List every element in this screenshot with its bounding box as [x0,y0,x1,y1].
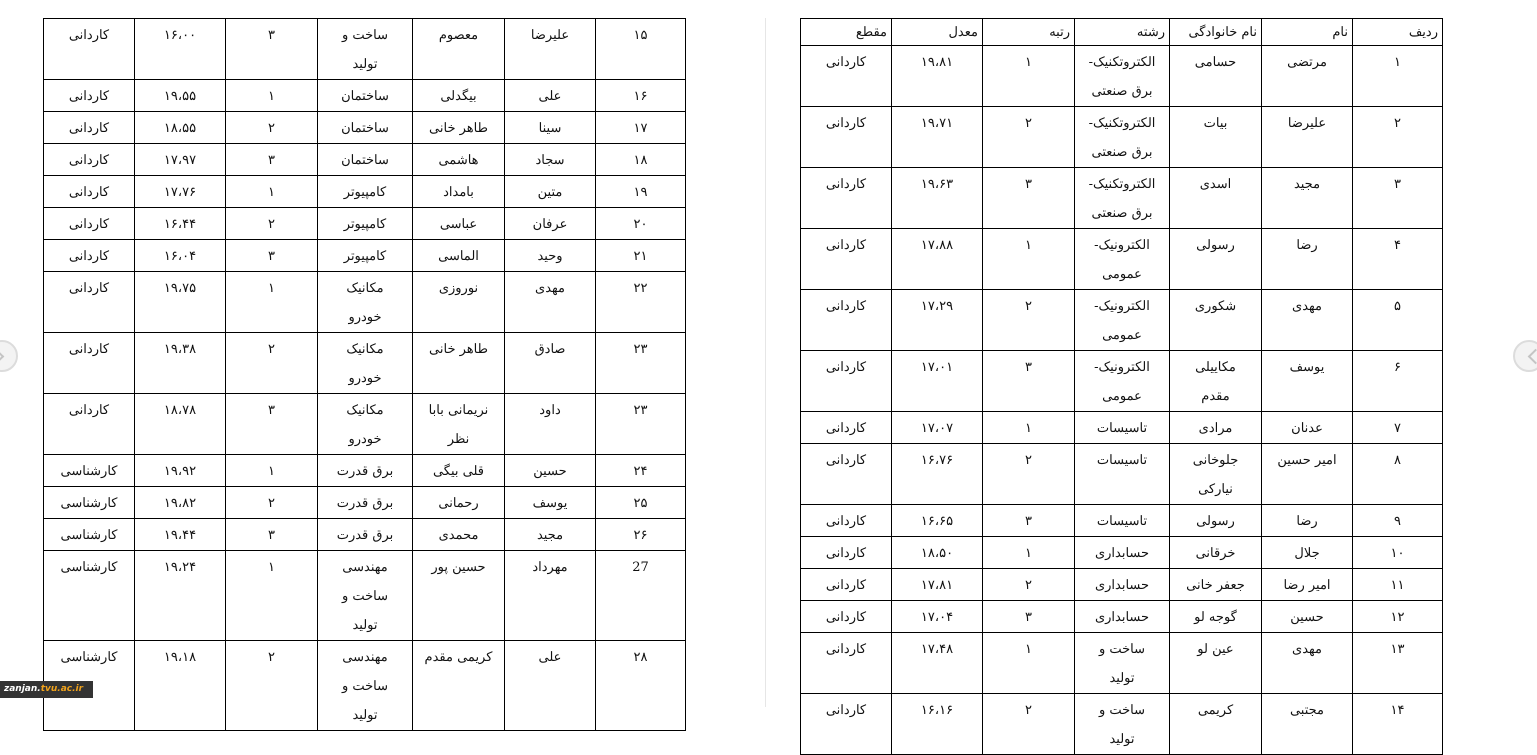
cell-field: ساختمان [318,112,413,144]
cell-rank: ۲ [983,444,1075,505]
cell-degree: کارشناسی [44,641,135,731]
cell-rank: ۱ [226,455,318,487]
cell-field: الکترونیک- عمومی [1075,290,1170,351]
table-row [801,229,1443,290]
cell-last-name: جعفر خانی [1170,569,1262,601]
cell-degree: کاردانی [801,229,892,290]
table-row [801,412,1443,444]
cell-gpa: ۱۹،۵۵ [135,80,226,112]
cell-row-number: 27 [596,551,686,641]
cell-rank: ۳ [226,519,318,551]
table-row [44,333,686,394]
cell-degree: کاردانی [801,633,892,694]
cell-last-name: نوروزی [413,272,505,333]
cell-field: حسابداری [1075,601,1170,633]
cell-row-number: ۲۰ [596,208,686,240]
cell-first-name: علیرضا [1262,107,1353,168]
cell-degree: کاردانی [801,537,892,569]
cell-first-name: مهرداد [505,551,596,641]
cell-gpa: ۱۹،۱۸ [135,641,226,731]
cell-field: مکانیک خودرو [318,394,413,455]
cell-last-name: رحمانی [413,487,505,519]
cell-degree: کاردانی [44,80,135,112]
cell-gpa: ۱۹،۳۸ [135,333,226,394]
header-gpa: معدل [892,19,983,46]
previous-page-button[interactable] [0,340,18,372]
cell-degree: کاردانی [44,394,135,455]
cell-degree: کاردانی [801,569,892,601]
table-row [44,551,686,641]
cell-last-name: حسامی [1170,46,1262,107]
table-row [44,176,686,208]
cell-last-name: نریمانی بابا نظر [413,394,505,455]
cell-first-name: سینا [505,112,596,144]
cell-rank: ۲ [983,694,1075,755]
cell-degree: کاردانی [801,601,892,633]
cell-row-number: ۲۶ [596,519,686,551]
cell-rank: ۱ [983,229,1075,290]
cell-row-number: ۱ [1353,46,1443,107]
cell-degree: کاردانی [44,240,135,272]
cell-last-name: شکوری [1170,290,1262,351]
cell-gpa: ۱۶،۴۴ [135,208,226,240]
cell-row-number: ۲۸ [596,641,686,731]
cell-last-name: خرقانی [1170,537,1262,569]
cell-rank: ۳ [983,505,1075,537]
cell-gpa: ۱۹،۲۴ [135,551,226,641]
table-row [44,240,686,272]
cell-field: ساخت و تولید [1075,694,1170,755]
cell-degree: کارشناسی [44,455,135,487]
table-row [801,46,1443,107]
cell-last-name: مکاییلی مقدم [1170,351,1262,412]
header-rank: رتبه [983,19,1075,46]
cell-gpa: ۱۹،۹۲ [135,455,226,487]
cell-row-number: ۱۶ [596,80,686,112]
cell-first-name: جلال [1262,537,1353,569]
cell-first-name: رضا [1262,229,1353,290]
cell-row-number: ۲۲ [596,272,686,333]
header-row-number: ردیف [1353,19,1443,46]
cell-last-name: رسولی [1170,505,1262,537]
cell-rank: ۱ [983,46,1075,107]
cell-last-name: کریمی مقدم [413,641,505,731]
cell-first-name: مهدی [1262,633,1353,694]
cell-last-name: طاهر خانی [413,112,505,144]
cell-field: مهندسی ساخت و تولید [318,641,413,731]
cell-rank: ۱ [983,537,1075,569]
cell-row-number: ۱۷ [596,112,686,144]
cell-field: ساخت و تولید [318,19,413,80]
cell-last-name: قلی بیگی [413,455,505,487]
cell-last-name: بامداد [413,176,505,208]
cell-degree: کارشناسی [44,519,135,551]
table-row [801,107,1443,168]
cell-field: برق قدرت [318,455,413,487]
cell-degree: کاردانی [801,46,892,107]
cell-row-number: ۶ [1353,351,1443,412]
cell-rank: ۳ [226,240,318,272]
cell-row-number: ۹ [1353,505,1443,537]
cell-rank: ۳ [226,144,318,176]
table-row [801,569,1443,601]
cell-row-number: ۲۵ [596,487,686,519]
cell-first-name: داود [505,394,596,455]
chevron-left-icon [0,348,4,364]
cell-degree: کاردانی [801,505,892,537]
cell-first-name: وحید [505,240,596,272]
cell-row-number: ۳ [1353,168,1443,229]
cell-first-name: مجتبی [1262,694,1353,755]
cell-rank: ۲ [226,112,318,144]
cell-row-number: ۲۱ [596,240,686,272]
cell-rank: ۳ [983,351,1075,412]
table-row [801,351,1443,412]
cell-degree: کاردانی [801,107,892,168]
cell-field: برق قدرت [318,487,413,519]
cell-degree: کاردانی [801,351,892,412]
cell-row-number: ۱۸ [596,144,686,176]
cell-last-name: کریمی [1170,694,1262,755]
cell-last-name: عباسی [413,208,505,240]
cell-last-name: الماسی [413,240,505,272]
cell-gpa: ۱۸،۷۸ [135,394,226,455]
cell-first-name: علیرضا [505,19,596,80]
cell-rank: ۲ [983,569,1075,601]
cell-first-name: حسین [1262,601,1353,633]
cell-field: مکانیک خودرو [318,333,413,394]
cell-first-name: صادق [505,333,596,394]
cell-row-number: ۲۴ [596,455,686,487]
table-row [44,487,686,519]
cell-rank: ۲ [226,641,318,731]
cell-degree: کاردانی [44,19,135,80]
cell-rank: ۱ [983,633,1075,694]
table-row [44,272,686,333]
table-row [44,519,686,551]
site-watermark: zanjan.tvu.ac.ir [0,681,93,698]
cell-gpa: ۱۷،۲۹ [892,290,983,351]
header-last-name: نام خانوادگی [1170,19,1262,46]
cell-degree: کاردانی [44,112,135,144]
cell-last-name: عین لو [1170,633,1262,694]
cell-degree: کاردانی [801,290,892,351]
cell-last-name: جلوخانی نیارکی [1170,444,1262,505]
page-divider [765,18,766,707]
header-field: رشته [1075,19,1170,46]
cell-rank: ۲ [226,333,318,394]
cell-field: مهندسی ساخت و تولید [318,551,413,641]
cell-field: ساخت و تولید [1075,633,1170,694]
cell-rank: ۱ [983,412,1075,444]
cell-field: الکتروتکنیک- برق صنعتی [1075,168,1170,229]
cell-rank: ۲ [983,107,1075,168]
cell-gpa: ۱۸،۵۰ [892,537,983,569]
cell-gpa: ۱۶،۷۶ [892,444,983,505]
cell-last-name: محمدی [413,519,505,551]
cell-row-number: ۲ [1353,107,1443,168]
cell-first-name: علی [505,80,596,112]
table-row [801,505,1443,537]
cell-gpa: ۱۷،۴۸ [892,633,983,694]
cell-degree: کاردانی [801,444,892,505]
cell-rank: ۳ [983,168,1075,229]
cell-field: حسابداری [1075,569,1170,601]
cell-rank: ۱ [226,176,318,208]
cell-field: الکتروتکنیک- برق صنعتی [1075,107,1170,168]
cell-row-number: ۱۹ [596,176,686,208]
table-row [44,112,686,144]
table-row [44,394,686,455]
cell-degree: کاردانی [44,333,135,394]
cell-gpa: ۱۷،۰۷ [892,412,983,444]
cell-gpa: ۱۶،۶۵ [892,505,983,537]
cell-first-name: مهدی [505,272,596,333]
cell-gpa: ۱۷،۸۱ [892,569,983,601]
cell-gpa: ۱۷،۷۶ [135,176,226,208]
cell-last-name: معصوم [413,19,505,80]
cell-first-name: امیر رضا [1262,569,1353,601]
table-row [44,144,686,176]
cell-degree: کاردانی [801,168,892,229]
cell-rank: ۱ [226,80,318,112]
cell-gpa: ۱۹،۸۲ [135,487,226,519]
ranking-table-page-2 [43,18,686,731]
table-row [801,633,1443,694]
chevron-right-icon [1527,348,1537,364]
table-row [801,444,1443,505]
table-row [801,601,1443,633]
cell-field: کامپیوتر [318,240,413,272]
cell-first-name: یوسف [505,487,596,519]
cell-first-name: علی [505,641,596,731]
cell-gpa: ۱۷،۰۱ [892,351,983,412]
table-row [44,80,686,112]
cell-first-name: امیر حسین [1262,444,1353,505]
cell-row-number: ۲۳ [596,394,686,455]
ranking-table-page-1 [800,18,1443,755]
table-row [44,455,686,487]
cell-last-name: رسولی [1170,229,1262,290]
table-row [44,208,686,240]
cell-rank: ۱ [226,551,318,641]
cell-rank: ۳ [226,19,318,80]
cell-field: تاسیسات [1075,444,1170,505]
cell-degree: کاردانی [44,176,135,208]
table-header-row [801,19,1443,46]
cell-gpa: ۱۹،۸۱ [892,46,983,107]
cell-degree: کاردانی [44,144,135,176]
cell-row-number: ۱۰ [1353,537,1443,569]
cell-first-name: یوسف [1262,351,1353,412]
cell-first-name: عدنان [1262,412,1353,444]
cell-last-name: اسدی [1170,168,1262,229]
cell-last-name: حسین پور [413,551,505,641]
cell-first-name: مجید [1262,168,1353,229]
cell-last-name: بیگدلی [413,80,505,112]
cell-field: ساختمان [318,144,413,176]
cell-row-number: ۱۳ [1353,633,1443,694]
cell-field: الکترونیک- عمومی [1075,351,1170,412]
cell-degree: کارشناسی [44,551,135,641]
cell-first-name: مهدی [1262,290,1353,351]
table-row [801,290,1443,351]
cell-field: مکانیک خودرو [318,272,413,333]
cell-row-number: ۱۴ [1353,694,1443,755]
cell-degree: کاردانی [44,208,135,240]
cell-degree: کاردانی [801,412,892,444]
header-degree: مقطع [801,19,892,46]
cell-degree: کارشناسی [44,487,135,519]
cell-gpa: ۱۸،۵۵ [135,112,226,144]
header-first-name: نام [1262,19,1353,46]
cell-row-number: ۸ [1353,444,1443,505]
cell-gpa: ۱۷،۸۸ [892,229,983,290]
table-row [44,641,686,731]
cell-field: الکترونیک- عمومی [1075,229,1170,290]
cell-field: کامپیوتر [318,208,413,240]
cell-last-name: طاهر خانی [413,333,505,394]
cell-last-name: بیات [1170,107,1262,168]
cell-gpa: ۱۶،۱۶ [892,694,983,755]
table-row [44,19,686,80]
cell-rank: ۲ [226,487,318,519]
cell-gpa: ۱۷،۰۴ [892,601,983,633]
cell-row-number: ۴ [1353,229,1443,290]
cell-gpa: ۱۷،۹۷ [135,144,226,176]
table-row [801,694,1443,755]
next-page-button[interactable] [1513,340,1537,372]
cell-first-name: مجید [505,519,596,551]
cell-gpa: ۱۹،۷۵ [135,272,226,333]
cell-row-number: ۵ [1353,290,1443,351]
cell-field: ساختمان [318,80,413,112]
cell-rank: ۲ [983,290,1075,351]
cell-first-name: عرفان [505,208,596,240]
cell-field: الکتروتکنیک- برق صنعتی [1075,46,1170,107]
cell-gpa: ۱۶،۰۰ [135,19,226,80]
cell-last-name: هاشمی [413,144,505,176]
cell-gpa: ۱۹،۴۴ [135,519,226,551]
table-row [801,537,1443,569]
cell-field: برق قدرت [318,519,413,551]
cell-row-number: ۲۳ [596,333,686,394]
cell-last-name: گوجه لو [1170,601,1262,633]
cell-rank: ۱ [226,272,318,333]
table-row [801,168,1443,229]
cell-rank: ۳ [983,601,1075,633]
cell-field: کامپیوتر [318,176,413,208]
cell-field: حسابداری [1075,537,1170,569]
cell-rank: ۲ [226,208,318,240]
cell-field: تاسیسات [1075,505,1170,537]
cell-row-number: ۱۱ [1353,569,1443,601]
cell-rank: ۳ [226,394,318,455]
cell-first-name: حسین [505,455,596,487]
cell-first-name: مرتضی [1262,46,1353,107]
cell-row-number: ۷ [1353,412,1443,444]
cell-field: تاسیسات [1075,412,1170,444]
cell-gpa: ۱۹،۷۱ [892,107,983,168]
cell-degree: کاردانی [44,272,135,333]
cell-row-number: ۱۲ [1353,601,1443,633]
cell-gpa: ۱۹،۶۳ [892,168,983,229]
cell-first-name: رضا [1262,505,1353,537]
cell-last-name: مرادی [1170,412,1262,444]
cell-degree: کاردانی [801,694,892,755]
cell-first-name: سجاد [505,144,596,176]
cell-gpa: ۱۶،۰۴ [135,240,226,272]
cell-first-name: متین [505,176,596,208]
cell-row-number: ۱۵ [596,19,686,80]
